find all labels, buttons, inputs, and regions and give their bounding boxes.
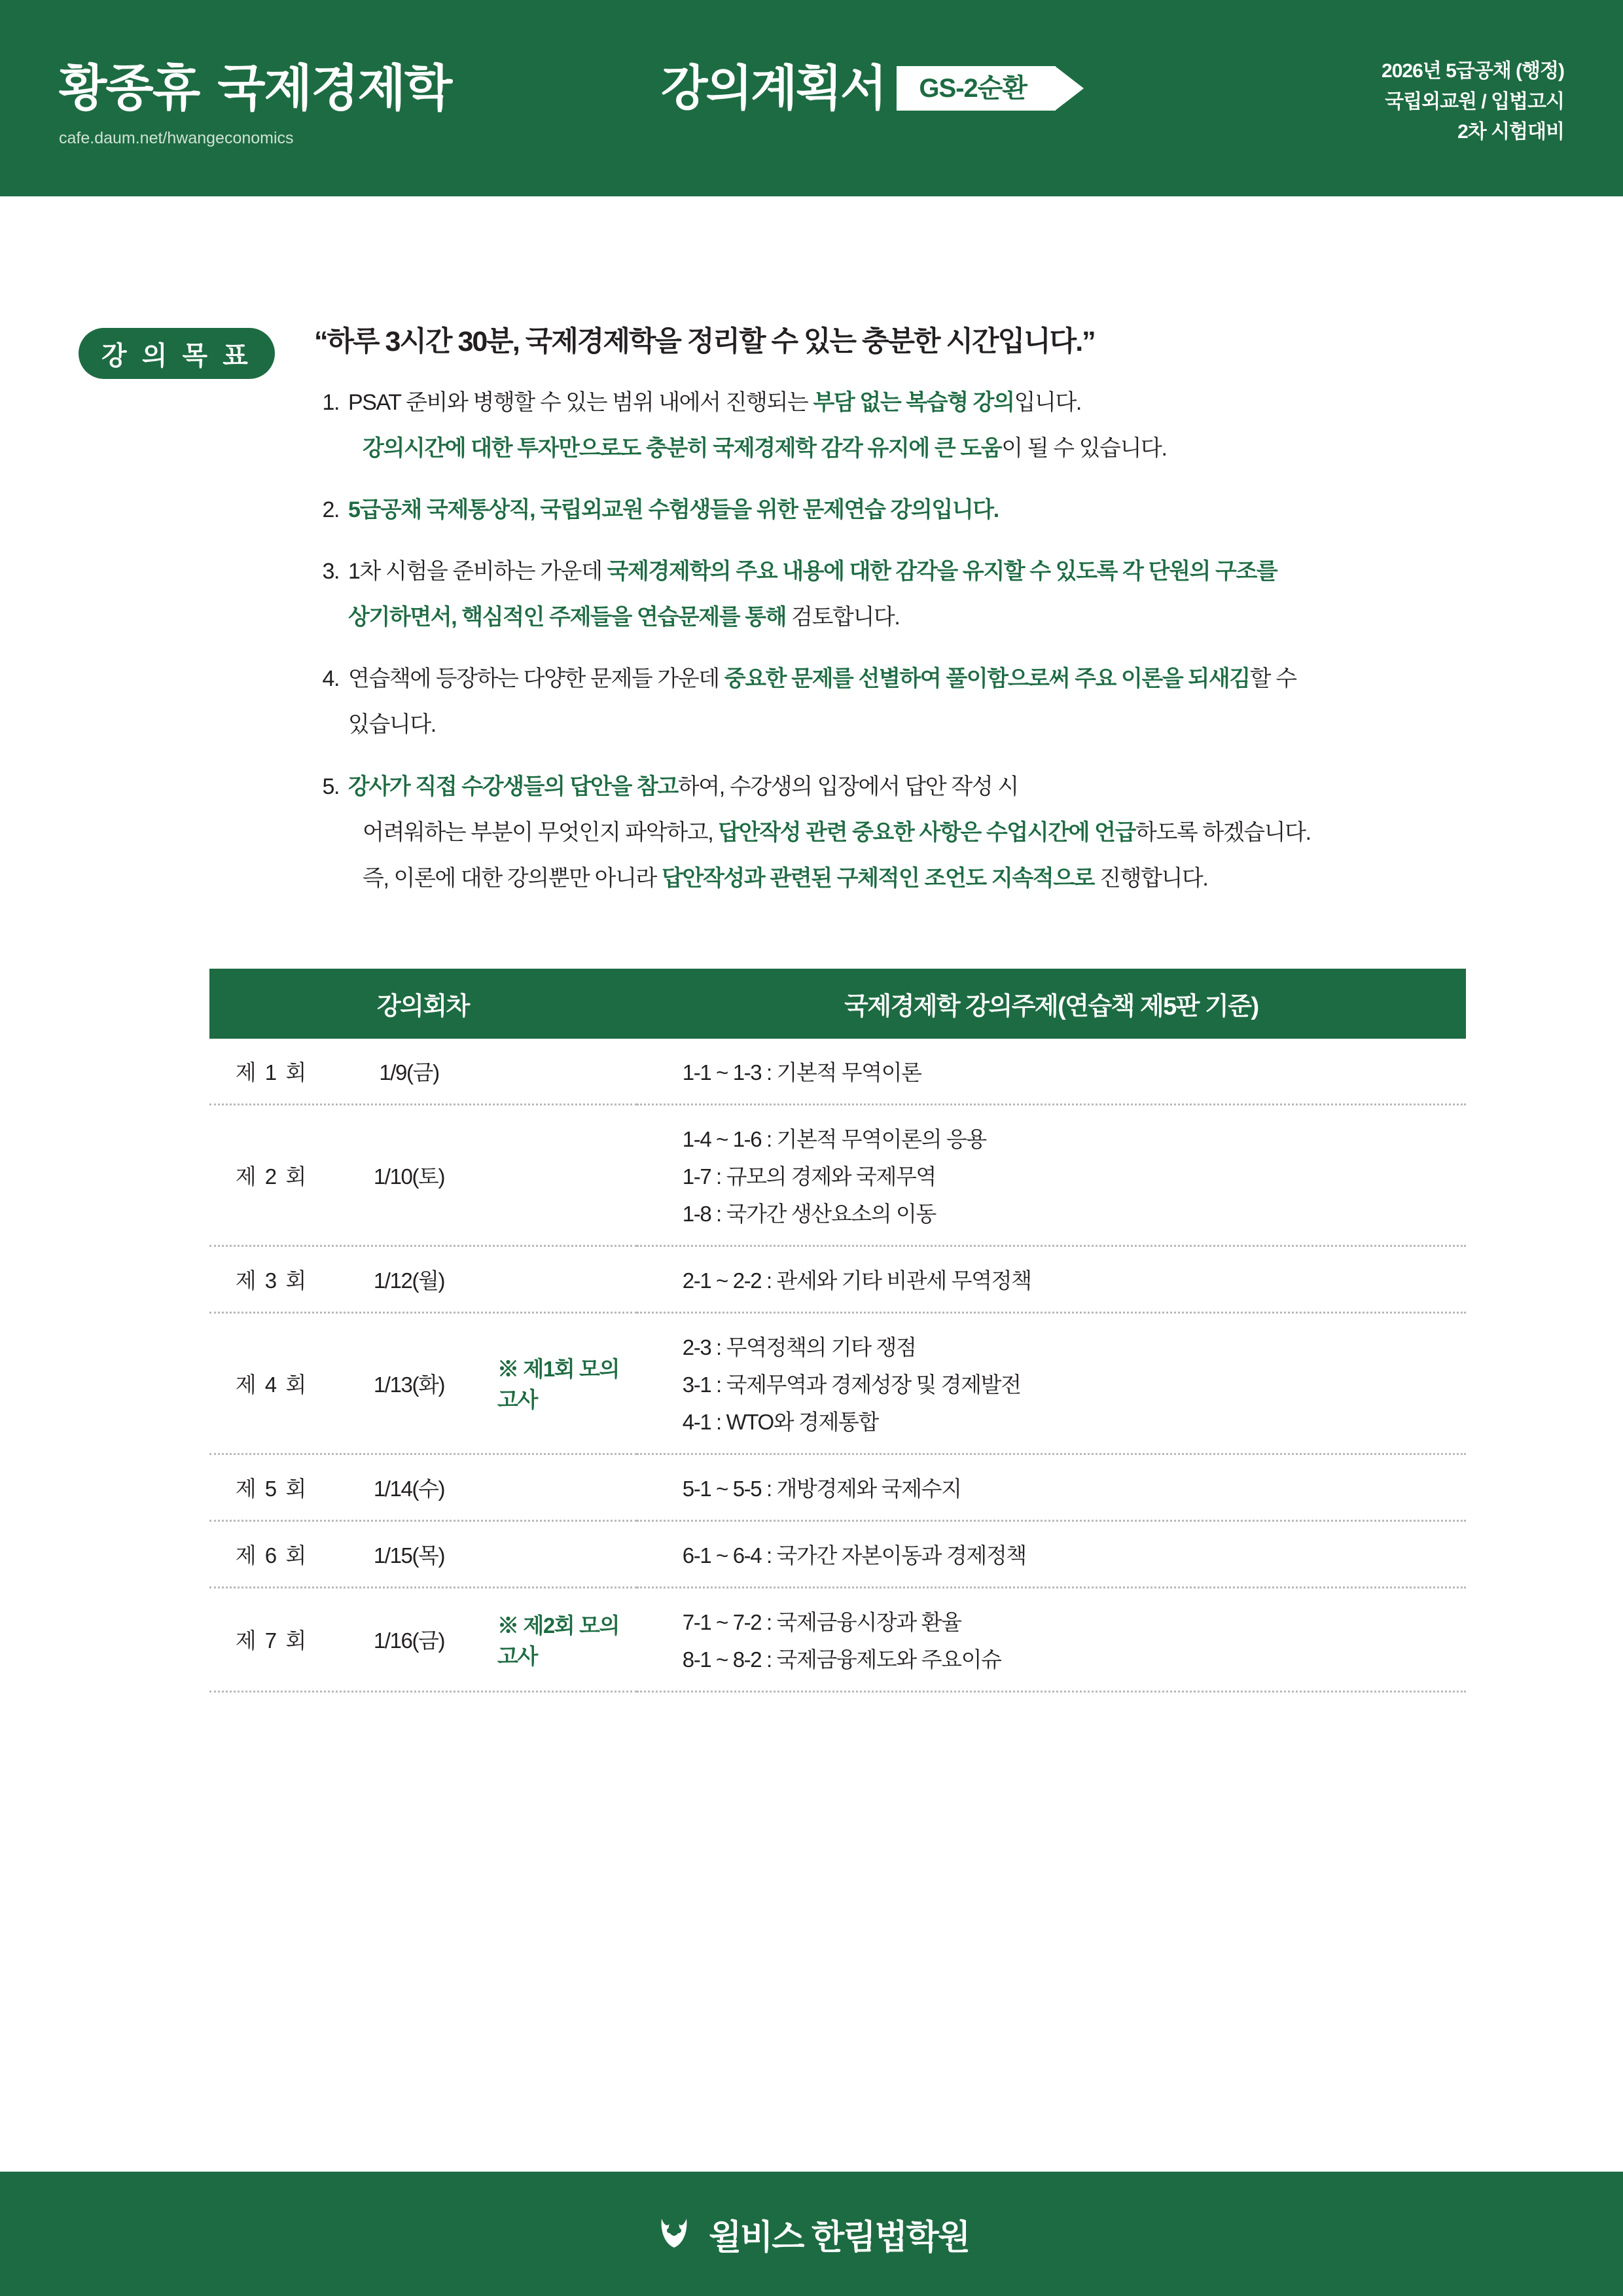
schedule-section: [209, 969, 1466, 1693]
goal-plain-text: 검토합니다.: [791, 605, 900, 630]
goal-item: [314, 492, 1558, 528]
goal-emphasis-text: 답안작성 관련 중요한 사항은 수업시간에 언급: [718, 819, 1136, 845]
topic-line: 1-1 ~ 1-3 : 기본적 무역이론: [682, 1060, 921, 1085]
goal-plain-text: 하여, 수강생의 입장에서 답안 작성 시: [677, 774, 1018, 799]
session-note: ※ 제1회 모의고사: [497, 1357, 620, 1412]
topic-cell: [637, 1246, 1466, 1312]
column-header-topic: 국제경제학 강의주제(연습책 제5판 기준): [637, 969, 1466, 1039]
session-number: 제 7 회: [235, 1628, 308, 1653]
goal-plain-text: 하도록 하겠습니다.: [1135, 819, 1311, 845]
session-cell: [209, 1587, 637, 1691]
goal-item-line: [348, 768, 1558, 805]
session-cell: [209, 1039, 637, 1105]
goal-item: [314, 660, 1558, 743]
schedule-table-head: [209, 969, 1466, 1039]
session-cell-inner: [209, 1056, 637, 1086]
goal-emphasis-text: 강사가 직접 수강생들의 답안을 참고: [348, 774, 678, 799]
goal-plain-text: 있습니다.: [348, 712, 436, 738]
session-cell: [209, 1312, 637, 1454]
goal-item-line: [348, 599, 1558, 636]
exam-target-line-1: 2026년 5급공채 (행정): [1382, 60, 1564, 82]
topic-lines: [637, 1472, 1466, 1503]
session-number: 제 4 회: [235, 1372, 308, 1397]
goal-item: [314, 384, 1558, 467]
exam-target-info: [1382, 56, 1564, 148]
goal-item-text: [348, 768, 1558, 897]
goal-item-line: [348, 706, 1558, 743]
session-note: ※ 제2회 모의고사: [497, 1613, 620, 1668]
schedule-table: [209, 969, 1466, 1693]
topic-lines: [637, 1056, 1466, 1086]
page-header: [0, 0, 1623, 196]
session-cell: [209, 1520, 637, 1587]
goal-item-number: 3.: [322, 559, 339, 584]
goal-item-line: [348, 384, 1558, 421]
goal-item-number: 5.: [322, 774, 339, 799]
goal-item: [314, 553, 1558, 636]
topic-line: 2-3 : 무역정책의 기타 쟁점: [682, 1335, 916, 1359]
session-cell: [209, 1246, 637, 1312]
topic-cell: [637, 1454, 1466, 1520]
footer-brand: 윌비스 한림법학원: [708, 2218, 970, 2257]
session-number: 제 6 회: [235, 1543, 308, 1568]
goal-item-text: [348, 384, 1558, 467]
goal-item-text: [348, 660, 1558, 743]
topic-line: 5-1 ~ 5-5 : 개방경제와 국제수지: [682, 1476, 961, 1501]
schedule-table-body: [209, 1039, 1466, 1692]
goal-emphasis-text: 상기하면서, 핵심적인 주제들을 연습문제를 통해: [348, 605, 792, 630]
goal-plain-text: 1차 시험을 준비하는 가운데: [348, 559, 607, 584]
goal-plain-text: 할 수: [1249, 666, 1296, 692]
session-number: 제 1 회: [235, 1060, 308, 1085]
goal-item-line: [348, 492, 1558, 528]
table-row: [209, 1454, 1466, 1520]
topic-lines: [637, 1331, 1466, 1436]
session-date: 1/16(금): [373, 1628, 445, 1653]
goal-plain-text: 이 될 수 있습니다.: [1001, 435, 1167, 461]
goal-item: [314, 768, 1558, 897]
goal-plain-text: 어려워하는 부분이 무엇인지 파악하고,: [363, 819, 719, 845]
topic-line: 7-1 ~ 7-2 : 국제금융시장과 환율: [682, 1609, 961, 1634]
exam-target-line-2: 국립외교원 / 입법고시: [1385, 90, 1564, 113]
goal-item-line: [348, 814, 1558, 851]
owl-icon: [654, 2214, 694, 2254]
topic-lines: [637, 1122, 1466, 1228]
goal-item-line: [348, 553, 1558, 590]
course-badge-wrap: [897, 60, 1056, 117]
goal-item-text: [348, 553, 1558, 636]
goal-item-number: 1.: [322, 389, 339, 415]
goal-plain-text: 연습책에 등장하는 다양한 문제들 가운데: [348, 666, 724, 692]
instructor-name: 황종휴: [59, 61, 200, 117]
session-number: 제 2 회: [235, 1164, 308, 1189]
topic-cell: [637, 1039, 1466, 1105]
goal-emphasis-text: 부담 없는 복습형 강의: [813, 389, 1014, 415]
topic-line: 1-8 : 국가간 생산요소의 이동: [682, 1201, 936, 1226]
topic-line: 6-1 ~ 6-4 : 국가간 자본이동과 경제정책: [682, 1543, 1026, 1568]
page-title: 강의계획서: [661, 61, 885, 115]
goal-plain-text: 입니다.: [1014, 389, 1081, 415]
session-date: 1/15(목): [373, 1543, 445, 1568]
goal-emphasis-text: 중요한 문제를 선별하여 풀이함으로써 주요 이론을 되새김: [724, 666, 1250, 692]
goals-list: [314, 384, 1558, 897]
topic-line: 1-4 ~ 1-6 : 기본적 무역이론의 응용: [682, 1126, 986, 1151]
topic-cell: [637, 1104, 1466, 1246]
page-footer: [0, 2172, 1623, 2296]
cafe-url[interactable]: cafe.daum.net/hwangeconomics: [59, 129, 294, 147]
topic-lines: [637, 1539, 1466, 1570]
goal-item-text: [348, 492, 1558, 528]
goals-quote: “하루 3시간 30분, 국제경제학을 정리할 수 있는 충분한 시간입니다.”: [314, 326, 1095, 357]
table-row: [209, 1039, 1466, 1105]
topic-lines: [637, 1605, 1466, 1674]
goal-emphasis-text: 5급공채 국제통상직, 국립외교원 수험생들을 위한 문제연습 강의입니다.: [348, 497, 999, 523]
session-date: 1/10(토): [373, 1164, 445, 1189]
column-header-session: 강의회차: [209, 969, 637, 1039]
session-cell-inner: [209, 1264, 637, 1295]
topic-line: 2-1 ~ 2-2 : 관세와 기타 비관세 무역정책: [682, 1268, 1031, 1293]
goals-body: [314, 324, 1558, 897]
brand-block: [59, 48, 451, 148]
goals-section: [59, 324, 1564, 897]
table-row: [209, 1312, 1466, 1454]
exam-target-line-3: 2차 시험대비: [1457, 121, 1564, 143]
goal-item-number: 2.: [322, 497, 339, 523]
session-cell-inner: [209, 1160, 637, 1191]
table-row: [209, 1104, 1466, 1246]
goal-item-line: [348, 430, 1558, 467]
session-cell-inner: [209, 1609, 637, 1670]
goal-plain-text: 진행합니다.: [1094, 865, 1208, 891]
session-date: 1/12(월): [373, 1268, 445, 1293]
session-cell-inner: [209, 1472, 637, 1503]
session-number: 제 5 회: [235, 1476, 308, 1501]
subject-name: 국제경제학: [217, 61, 452, 117]
goals-tag: 강 의 목 표: [79, 328, 275, 379]
topic-line: 4-1 : WTO와 경제통합: [682, 1409, 878, 1434]
schedule-header-row: [209, 969, 1466, 1039]
goal-emphasis-text: 국제경제학의 주요 내용에 대한 감각을 유지할 수 있도록 각 단원의 구조를: [607, 559, 1277, 584]
page-content: [0, 324, 1623, 1693]
topic-cell: [637, 1587, 1466, 1691]
goal-item-line: [348, 660, 1558, 697]
goal-plain-text: 즉, 이론에 대한 강의뿐만 아니라: [363, 865, 662, 891]
session-cell: [209, 1454, 637, 1520]
table-row: [209, 1587, 1466, 1691]
session-date: 1/13(화): [373, 1372, 445, 1397]
session-cell-inner: [209, 1539, 637, 1570]
session-number: 제 3 회: [235, 1268, 308, 1293]
topic-cell: [637, 1520, 1466, 1587]
topic-cell: [637, 1312, 1466, 1454]
brand-line: [59, 48, 451, 120]
topic-lines: [637, 1264, 1466, 1295]
goal-plain-text: PSAT 준비와 병행할 수 있는 범위 내에서 진행되는: [348, 389, 813, 415]
topic-line: 3-1 : 국제무역과 경제성장 및 경제발전: [682, 1372, 1021, 1397]
topic-line: 8-1 ~ 8-2 : 국제금융제도와 주요이슈: [682, 1647, 1001, 1672]
course-badge: GS-2순환: [897, 66, 1056, 111]
session-cell-inner: [209, 1352, 637, 1414]
goal-emphasis-text: 답안작성과 관련된 구체적인 조언도 지속적으로: [662, 865, 1095, 891]
document-title-block: [661, 60, 1056, 117]
topic-line: 1-7 : 규모의 경제와 국제무역: [682, 1164, 936, 1189]
table-row: [209, 1520, 1466, 1587]
goal-item-number: 4.: [322, 666, 339, 692]
table-row: [209, 1246, 1466, 1312]
session-date: 1/14(수): [373, 1476, 445, 1501]
session-date: 1/9(금): [379, 1060, 439, 1085]
goal-emphasis-text: 강의시간에 대한 투자만으로도 충분히 국제경제학 감각 유지에 큰 도움: [363, 435, 1002, 461]
goal-item-line: [348, 860, 1558, 897]
session-cell: [209, 1104, 637, 1246]
